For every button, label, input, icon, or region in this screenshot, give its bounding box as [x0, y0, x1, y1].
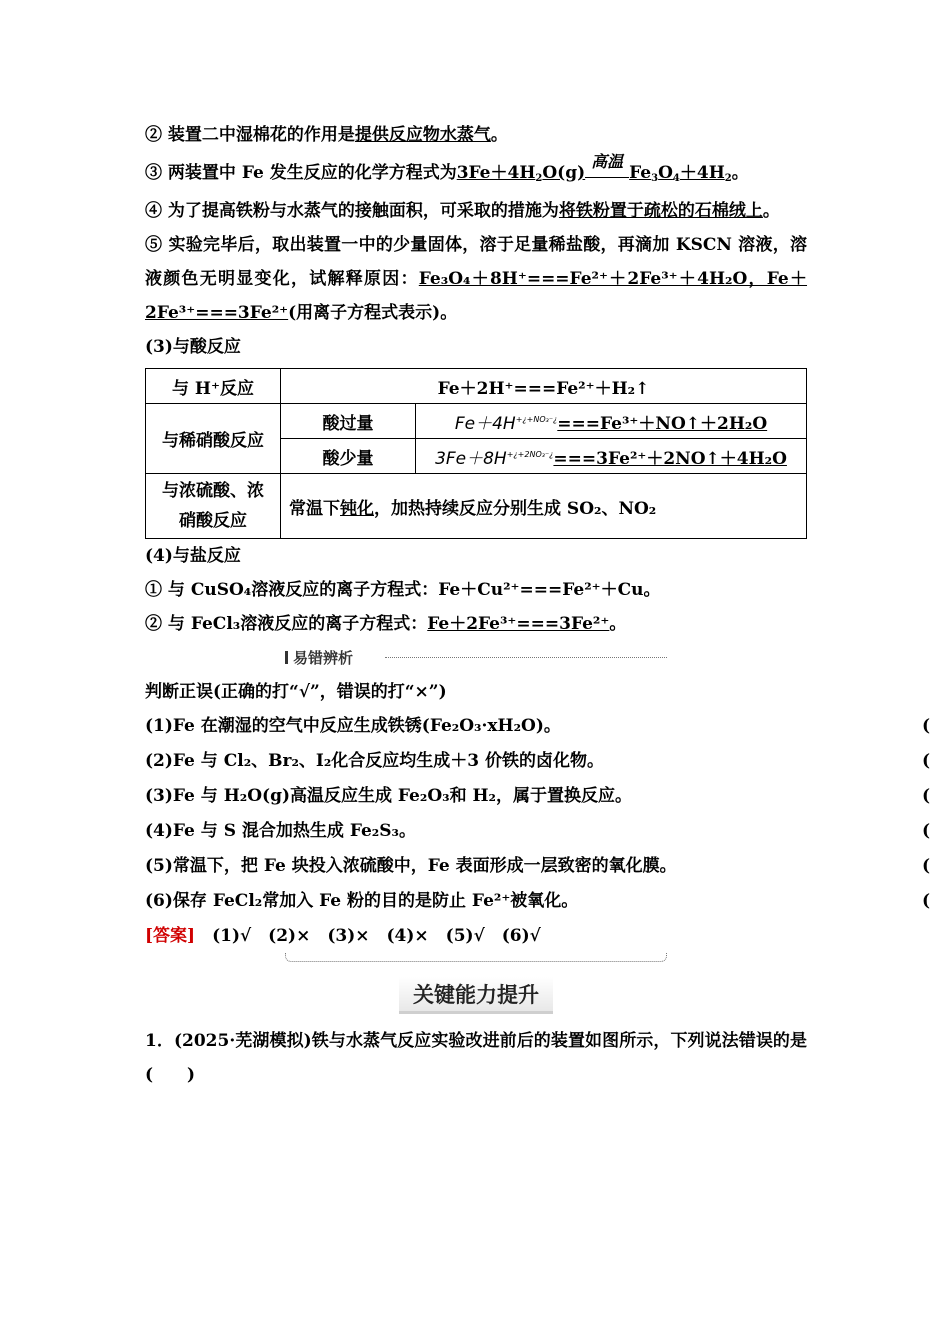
- eq-little-sup: +¿+2NO₃⁻¿: [506, 449, 554, 459]
- row-label-dilute-nitric: 与稀硝酸反应: [146, 404, 281, 474]
- item-5-answer: Fe₃O₄＋8H⁺===Fe²⁺＋2Fe³⁺＋4H₂O，Fe＋2Fe³⁺===3Fe²⁺: [145, 269, 808, 323]
- list-item: [145, 814, 931, 849]
- eq-part-a: 3Fe＋4H: [456, 163, 536, 183]
- sub-label-little: 酸少量: [281, 439, 416, 474]
- judge-item-text: (1)Fe 在潮湿的空气中反应生成铁锈(Fe₂O₃·xH₂O)。: [145, 716, 561, 736]
- answer-paren: (: [922, 751, 931, 771]
- q2-equation: Fe＋2Fe³⁺===3Fe²⁺: [427, 614, 610, 634]
- judge-item-text: (3)Fe 与 H₂O(g)高温反应生成 Fe₂O₃和 H₂，属于置换反应。: [145, 786, 632, 806]
- item-2: [145, 118, 807, 152]
- table-row: [146, 404, 807, 439]
- table-row: [146, 474, 807, 539]
- item-5: [145, 228, 807, 330]
- judge-intro: 判断正误(正确的打“√”，错误的打“×”): [145, 682, 447, 702]
- q1-equation: Fe＋Cu²⁺===Fe²⁺＋Cu。: [438, 580, 661, 600]
- error-analysis-tag: 易错辨析: [285, 647, 353, 668]
- section-divider: [145, 953, 807, 969]
- row-label-conc: 与浓硫酸、浓硝酸反应: [146, 474, 281, 539]
- list-item: [145, 779, 931, 814]
- eq-excess: [416, 404, 807, 439]
- list-item: [145, 884, 931, 919]
- eq-excess-sup: +¿+NO₃⁻¿: [515, 414, 558, 424]
- eq-part-c: Fe: [629, 163, 652, 183]
- eq-excess-lhs: Fe＋4H: [454, 413, 516, 434]
- q2-end: 。: [609, 614, 627, 634]
- item-3-products: $Fe_3O_4+4H_2$: [629, 163, 732, 184]
- answer-paren: (: [922, 821, 931, 841]
- answer-label: [答案]: [145, 926, 196, 946]
- item-5-end: (用离子方程式表示)。: [288, 303, 458, 323]
- list-item: [145, 849, 931, 884]
- row-eq-h: Fe＋2H⁺===Fe²⁺＋H₂↑: [281, 369, 807, 404]
- sub-label-excess: 酸过量: [281, 404, 416, 439]
- conc-answer: 钝化: [340, 498, 374, 519]
- item-4-text: ④ 为了提高铁粉与水蒸气的接触面积，可采取的措施为: [145, 201, 559, 221]
- section-4-title: (4)与盐反应: [145, 546, 241, 566]
- section-4-q2: [145, 607, 807, 641]
- condition-label: 高温: [591, 152, 624, 171]
- eq-part-e: ＋4H: [679, 163, 725, 183]
- section-3-title: (3)与酸反应: [145, 337, 241, 357]
- list-item: [145, 744, 931, 779]
- answer-paren: (: [922, 786, 931, 806]
- list-item: [145, 709, 931, 744]
- condition-high-temp: [585, 152, 629, 178]
- row-conc-desc: [281, 474, 807, 539]
- question-1: 1．(2025·芜湖模拟)铁与水蒸气反应实验改进前后的装置如图所示，下列说法错误的是( ): [145, 1031, 807, 1085]
- item-2-text: ② 装置二中湿棉花的作用是: [145, 125, 355, 145]
- error-analysis-header: [145, 643, 807, 673]
- answer-paren: (: [922, 856, 931, 876]
- document-page: [145, 118, 931, 1092]
- section-4-q1: [145, 573, 807, 607]
- eq-part-d: O: [658, 163, 673, 183]
- item-2-answer: 提供反应物水蒸气: [354, 125, 491, 145]
- q1-text: ① 与 CuSO₄溶液反应的离子方程式：: [145, 580, 439, 600]
- item-3-equation: $3Fe+4H_2O(g)$: [456, 163, 586, 184]
- answer-line: [145, 919, 807, 953]
- eq-part-b: O(g): [542, 163, 586, 183]
- table-row: [146, 369, 807, 404]
- row-label-h: 与 H⁺反应: [146, 369, 281, 404]
- eq-excess-rhs: ===Fe³⁺＋NO↑＋2H₂O: [557, 413, 768, 434]
- judge-item-text: (5)常温下，把 Fe 块投入浓硫酸中，Fe 表面形成一层致密的氧化膜。: [145, 856, 677, 876]
- conc-post: ，加热持续反应分别生成 SO₂、NO₂: [374, 498, 657, 519]
- item-5-text: ⑤ 实验完毕后，取出装置一中的少量固体，溶于足量稀盐酸，再滴加 KSCN 溶液，溶液颜色无明显变化，试解释原因：: [145, 235, 807, 289]
- ability-title: [145, 977, 807, 1014]
- item-3: [145, 152, 807, 190]
- answer-paren: (: [922, 891, 931, 911]
- item-2-end: 。: [490, 125, 508, 145]
- conc-pre: 常温下: [289, 498, 340, 519]
- eq-little-rhs: ===3Fe²⁺＋2NO↑＋4H₂O: [553, 448, 787, 469]
- eq-little-lhs: 3Fe＋8H: [435, 448, 507, 469]
- ability-title-text: 关键能力提升: [399, 977, 553, 1014]
- item-4: [145, 194, 807, 228]
- judge-item-text: (6)保存 FeCl₂常加入 Fe 粉的目的是防止 Fe²⁺被氧化。: [145, 891, 579, 911]
- judge-item-text: (4)Fe 与 S 混合加热生成 Fe₂S₃。: [145, 821, 416, 841]
- judge-item-text: (2)Fe 与 Cl₂、Br₂、I₂化合反应均生成＋3 价铁的卤化物。: [145, 751, 605, 771]
- q2-text: ② 与 FeCl₃溶液反应的离子方程式：: [145, 614, 428, 634]
- item-4-answer: 将铁粉置于疏松的石棉绒上: [558, 201, 763, 221]
- item-3-end: 。: [731, 163, 749, 183]
- item-4-end: 。: [762, 201, 780, 221]
- eq-little: [416, 439, 807, 474]
- answer-paren: (: [922, 716, 931, 736]
- answer-text: (1)√ (2)× (3)× (4)× (5)√ (6)√: [212, 926, 541, 946]
- acid-reaction-table: [145, 368, 807, 539]
- item-3-text: ③ 两装置中 Fe 发生反应的化学方程式为: [145, 163, 457, 183]
